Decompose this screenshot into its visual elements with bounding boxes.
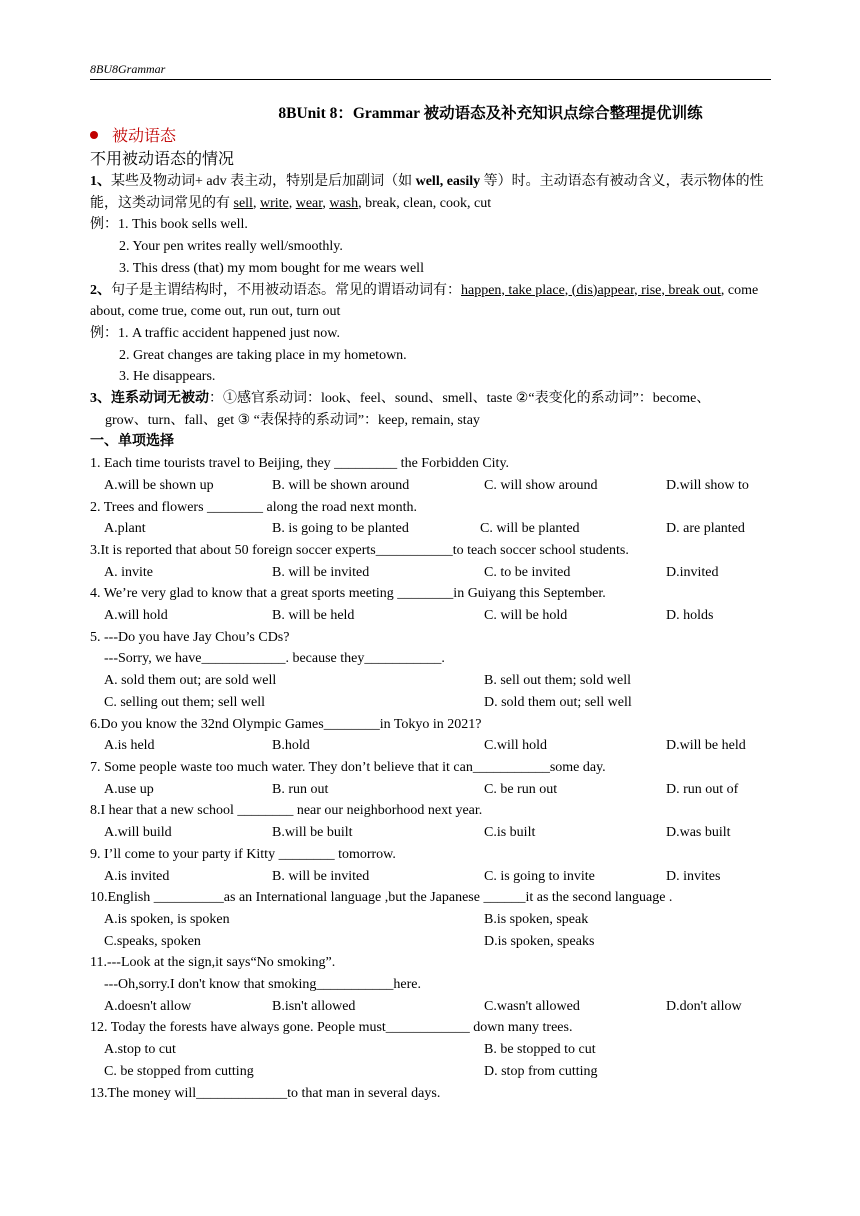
option-d: D.don't allow (666, 998, 742, 1014)
option-a: A.use up (104, 781, 154, 797)
option-d: D.will show to (666, 477, 749, 493)
rule-1-sep2: , (288, 195, 296, 211)
option-d: D.invited (666, 564, 719, 580)
option-a: A.plant (104, 521, 146, 537)
rule-2-example-1 (90, 323, 771, 345)
rule-3-continued: grow、turn、fall、get ③ “表保持的系动词”：keep, remain, stay (105, 412, 480, 428)
question-stem-continued: ---Sorry, we have____________. because they___________. (104, 651, 445, 667)
example-text: 1. A traffic accident happened just now. (118, 325, 340, 341)
section-label: 被动语态 (112, 128, 177, 145)
option-c: C. will show around (484, 477, 598, 493)
option-d: D. are planted (666, 521, 745, 537)
question-stem: 6.Do you know the 32nd Olympic Games________in Tokyo in 2021? (90, 716, 482, 732)
option-a: A.stop to cut (104, 1042, 176, 1058)
rule-1-u2: write (259, 195, 289, 211)
rule-1-example-3: 3. This dress (that) my mom bought for me wears well (119, 260, 424, 276)
option-b: B.is spoken, speak (484, 911, 589, 927)
document-body (90, 102, 771, 1104)
option-row (90, 605, 771, 627)
option-c: C.speaks, spoken (104, 933, 201, 949)
rule-3-bold: 连系动词无被动 (111, 391, 209, 407)
question-stem: 8.I hear that a new school ________ near our neighborhood next year. (90, 803, 483, 819)
option-row (90, 779, 771, 801)
option-row (90, 475, 771, 497)
header-rule (90, 79, 771, 80)
option-b: B. run out (272, 781, 329, 797)
option-a: A.doesn't allow (104, 998, 192, 1014)
option-row (90, 692, 771, 714)
option-d: D. holds (666, 608, 714, 624)
option-row (90, 866, 771, 888)
rule-2-example-3: 3. He disappears. (119, 369, 216, 385)
option-d: D.was built (666, 825, 731, 841)
example-label: 例： (90, 325, 118, 341)
option-c: C.is built (484, 825, 536, 841)
option-b: B. will be invited (272, 868, 370, 884)
rule-2 (90, 280, 771, 323)
bullet-icon (90, 131, 98, 139)
option-d: D. sold them out; sell well (484, 694, 632, 710)
question-stem: 13.The money will_____________to that man in several days. (90, 1085, 441, 1101)
question-stem: 10.English __________as an International language ,but the Japanese ______it as the second language . (90, 890, 673, 906)
rule-1-sep3: , (322, 195, 330, 211)
rule-3 (90, 388, 771, 410)
option-a: A.is held (104, 738, 155, 754)
option-c: C. selling out them; sell well (104, 694, 265, 710)
option-row (90, 1061, 771, 1083)
question-stem-continued: ---Oh,sorry.I don't know that smoking___________here. (104, 977, 421, 993)
option-c: C. to be invited (484, 564, 571, 580)
option-b: B. is going to be planted (272, 521, 409, 537)
option-b: B.hold (272, 738, 310, 754)
question-stem: 3.It is reported that about 50 foreign soccer experts___________to teach soccer school students. (90, 542, 629, 558)
option-c: C. is going to invite (484, 868, 595, 884)
option-a: A.is spoken, is spoken (104, 911, 230, 927)
question-stem: 9. I’ll come to your party if Kitty ________ tomorrow. (90, 846, 396, 862)
rule-1-bold: well, easily (415, 174, 481, 189)
question-stem: 12. Today the forests have always gone. People must____________ down many trees. (90, 1020, 573, 1036)
option-a: A.is invited (104, 868, 170, 884)
option-c: C. will be planted (480, 521, 580, 537)
rule-1-text-c: , break, clean, cook, cut (358, 195, 492, 211)
option-a: A.will hold (104, 608, 168, 624)
rule-2-number: 2、 (90, 282, 111, 298)
option-b: B. will be invited (272, 564, 370, 580)
section-heading (90, 126, 771, 148)
rule-1-sep1: , (252, 195, 260, 211)
option-row (90, 1039, 771, 1061)
rule-1-u1: sell (233, 195, 253, 211)
option-c: C. be run out (484, 781, 558, 797)
option-c: C. will be hold (484, 608, 568, 624)
option-row (90, 735, 771, 757)
option-row (90, 822, 771, 844)
example-text: 1. This book sells well. (118, 217, 248, 233)
option-row (90, 518, 771, 540)
rule-2-example-2: 2. Great changes are taking place in my hometown. (119, 347, 407, 363)
rule-1-number: 1、 (90, 174, 111, 189)
document-title: 8BUnit 8：Grammar 被动语态及补充知识点综合整理提优训练 (278, 105, 703, 122)
rule-2-underlined: happen, take place, (dis)appear, rise, break out (461, 282, 721, 298)
question-stem: 1. Each time tourists travel to Beijing, they _________ the Forbidden City. (90, 456, 510, 472)
option-c: C. be stopped from cutting (104, 1063, 254, 1079)
option-b: B. will be held (272, 608, 355, 624)
rule-1-text-a: 某些及物动词+ adv 表主动，特别是后加副词（如 (111, 174, 416, 189)
rule-3-text-a: ：①感官系动词：look、feel、sound、smell、taste ②“表变化的系动词”：become、 (209, 391, 711, 407)
question-stem: 2. Trees and flowers ________ along the road next month. (90, 499, 418, 515)
option-c: C.wasn't allowed (484, 998, 580, 1014)
option-row (90, 931, 771, 953)
rule-1-text-b: 等）时。主动语态有被动含义，表示物体的性能，这类动词常见的有 (90, 174, 764, 211)
option-d: D. run out of (666, 781, 739, 797)
option-a: A.will be shown up (104, 477, 214, 493)
rule-1-u3: wear (295, 195, 323, 211)
option-b: B. sell out them; sold well (484, 673, 631, 689)
rule-1-u4: wash (329, 195, 359, 211)
question-stem: 5. ---Do you have Jay Chou’s CDs? (90, 629, 290, 645)
rule-2-text-b: , come about, come true, come out, run out, turn out (90, 282, 759, 320)
rule-1-example-2: 2. Your pen writes really well/smoothly. (119, 239, 343, 255)
question-stem: 4. We’re very glad to know that a great sports meeting ________in Guiyang this September. (90, 586, 606, 602)
option-row (90, 670, 771, 692)
subheading: 不用被动语态的情况 (90, 151, 235, 168)
question-stem: 11.---Look at the sign,it says“No smoking”. (90, 955, 336, 971)
option-row (90, 909, 771, 931)
option-a: A. invite (104, 564, 153, 580)
option-d: D.will be held (666, 738, 746, 754)
option-d: D. stop from cutting (484, 1063, 598, 1079)
option-a: A. sold them out; are sold well (104, 673, 277, 689)
running-header: 8BU8Grammar (90, 62, 166, 76)
option-b: B.isn't allowed (272, 998, 356, 1014)
rule-2-text-a: 句子是主谓结构时，不用被动语态。常见的谓语动词有： (111, 282, 461, 298)
option-row (90, 996, 771, 1018)
option-row (90, 562, 771, 584)
option-c: C.will hold (484, 738, 548, 754)
option-a: A.will build (104, 825, 172, 841)
option-b: B. be stopped to cut (484, 1042, 596, 1058)
option-d: D. invites (666, 868, 721, 884)
rule-3-number: 3、 (90, 391, 111, 407)
example-label: 例： (90, 217, 118, 233)
option-b: B.will be built (272, 825, 353, 841)
option-d: D.is spoken, speaks (484, 933, 595, 949)
option-b: B. will be shown around (272, 477, 410, 493)
part-heading: 一、单项选择 (90, 434, 174, 450)
rule-1 (90, 171, 771, 214)
question-stem: 7. Some people waste too much water. They don’t believe that it can___________some day. (90, 759, 606, 775)
rule-1-example-1 (90, 214, 771, 236)
